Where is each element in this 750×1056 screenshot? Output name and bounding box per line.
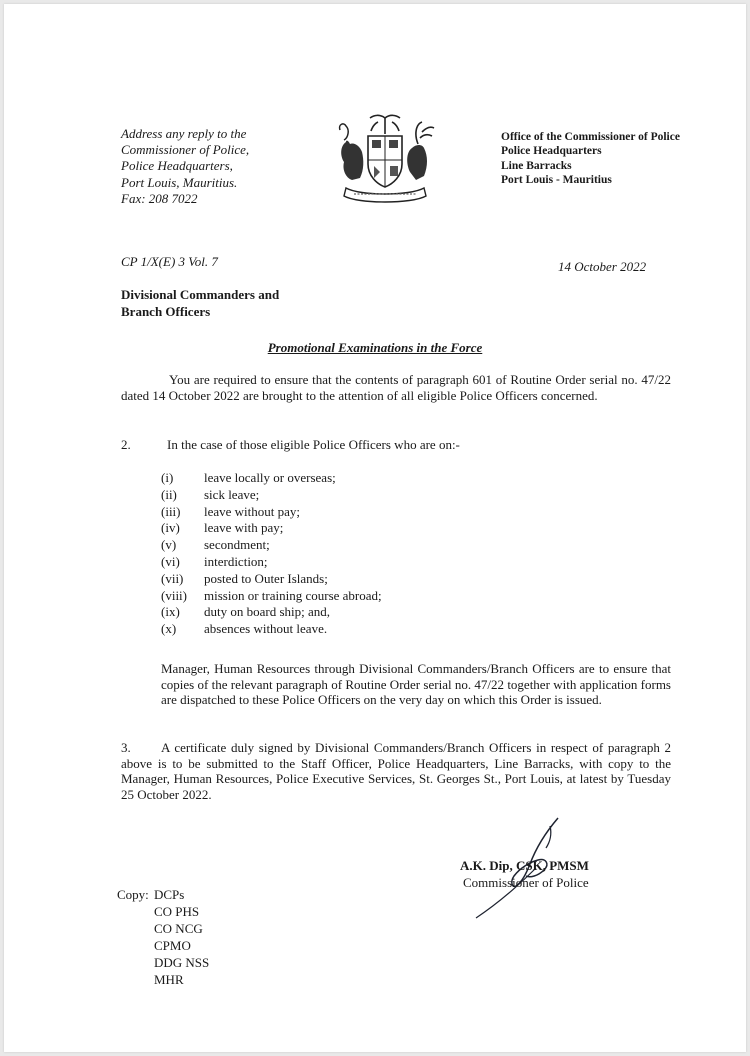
list-text: duty on board ship; and, <box>204 604 331 620</box>
reference-number: CP 1/X(E) 3 Vol. 7 <box>121 254 218 269</box>
office-address <box>501 130 680 188</box>
office-line: Office of the Commissioner of Police <box>501 131 680 143</box>
list-numeral: (ix) <box>161 604 180 620</box>
list-item <box>161 520 382 537</box>
list-numeral: (v) <box>161 537 177 553</box>
list-text: leave without pay; <box>204 503 301 519</box>
list-text: mission or training course abroad; <box>204 587 382 603</box>
copy-recipient: CO PHS <box>154 904 200 919</box>
letter-date: 14 October 2022 <box>558 259 647 274</box>
office-line: Line Barracks <box>501 159 572 172</box>
list-text: interdiction; <box>204 553 268 569</box>
address-line: Police Headquarters, <box>121 158 233 174</box>
list-item <box>161 487 382 504</box>
signature-block <box>460 857 589 891</box>
paragraph-2-number: 2. <box>121 437 131 452</box>
paragraph-2-body: Manager, Human Resources through Divisional Commanders/Branch Officers are to ensure that copies of the relevant paragraph of Routine Order serial no. 47/22 together with application forms are dispatched to these Police Officers on the very day on which this Order is issued. <box>161 661 671 707</box>
copy-distribution <box>117 886 209 988</box>
paragraph-3: A certificate duly signed by Divisional Commanders/Branch Officers in respect of paragraph 2 above is to be submitted to the Staff Officer, Police Headquarters, Line Barracks, with copy to the Manager, Human Resources, Police Executive Services, St. Georges St., Port Louis, at latest by Tuesday 25 October 2022. <box>121 740 671 802</box>
list-item <box>161 588 382 605</box>
address-line: Address any reply to the <box>121 126 247 141</box>
list-item <box>161 571 382 588</box>
list-text: secondment; <box>204 537 270 553</box>
list-numeral: (viii) <box>161 587 187 603</box>
list-item <box>161 554 382 571</box>
list-text: sick leave; <box>204 486 260 502</box>
list-text: absences without leave. <box>204 621 328 637</box>
list-numeral: (vi) <box>161 553 180 569</box>
paragraph-1: You are required to ensure that the contents of paragraph 601 of Routine Order serial no. 47/22 dated 14 October 2022 are brought to the attention of all eligible Police Officers concerned. <box>121 372 671 403</box>
list-text: leave with pay; <box>204 520 284 536</box>
address-line: Port Louis, Mauritius. <box>121 174 238 190</box>
addressee <box>121 286 279 320</box>
list-text: leave locally or overseas; <box>204 470 336 485</box>
copy-label: Copy: <box>117 887 149 902</box>
paragraph-3-number: 3. <box>121 740 131 755</box>
subject-heading: Promotional Examinations in the Force <box>267 340 483 355</box>
list-item <box>161 504 382 521</box>
copy-recipient: CPMO <box>154 938 191 953</box>
leave-categories-list <box>161 470 382 638</box>
copy-recipient: CO NCG <box>154 921 203 936</box>
list-numeral: (ii) <box>161 486 177 502</box>
fax-line: Fax: 208 7022 <box>121 190 198 206</box>
sender-address <box>121 126 249 207</box>
letter-page <box>4 4 746 1052</box>
signer-name: A.K. Dip, CSK, PMSM <box>460 858 589 873</box>
list-numeral: (i) <box>161 470 174 485</box>
copy-recipient: DDG NSS <box>154 955 210 970</box>
addressee-line: Branch Officers <box>121 304 211 319</box>
coat-of-arms-icon <box>330 112 440 208</box>
list-numeral: (iii) <box>161 503 181 519</box>
list-item <box>161 537 382 554</box>
office-line: Port Louis - Mauritius <box>501 174 612 187</box>
office-line: Police Headquarters <box>501 145 602 158</box>
signer-title: Commissioner of Police <box>463 875 589 890</box>
list-numeral: (iv) <box>161 520 180 536</box>
paragraph-2-intro: In the case of those eligible Police Officers who are on:- <box>167 437 460 452</box>
list-item <box>161 621 382 638</box>
addressee-line: Divisional Commanders and <box>121 287 280 302</box>
list-text: posted to Outer Islands; <box>204 570 328 586</box>
list-numeral: (vii) <box>161 570 184 586</box>
list-item <box>161 470 382 487</box>
list-numeral: (x) <box>161 621 177 637</box>
copy-recipient: DCPs <box>154 887 185 902</box>
copy-recipient: MHR <box>154 972 184 987</box>
list-item <box>161 604 382 621</box>
address-line: Commissioner of Police, <box>121 142 250 158</box>
